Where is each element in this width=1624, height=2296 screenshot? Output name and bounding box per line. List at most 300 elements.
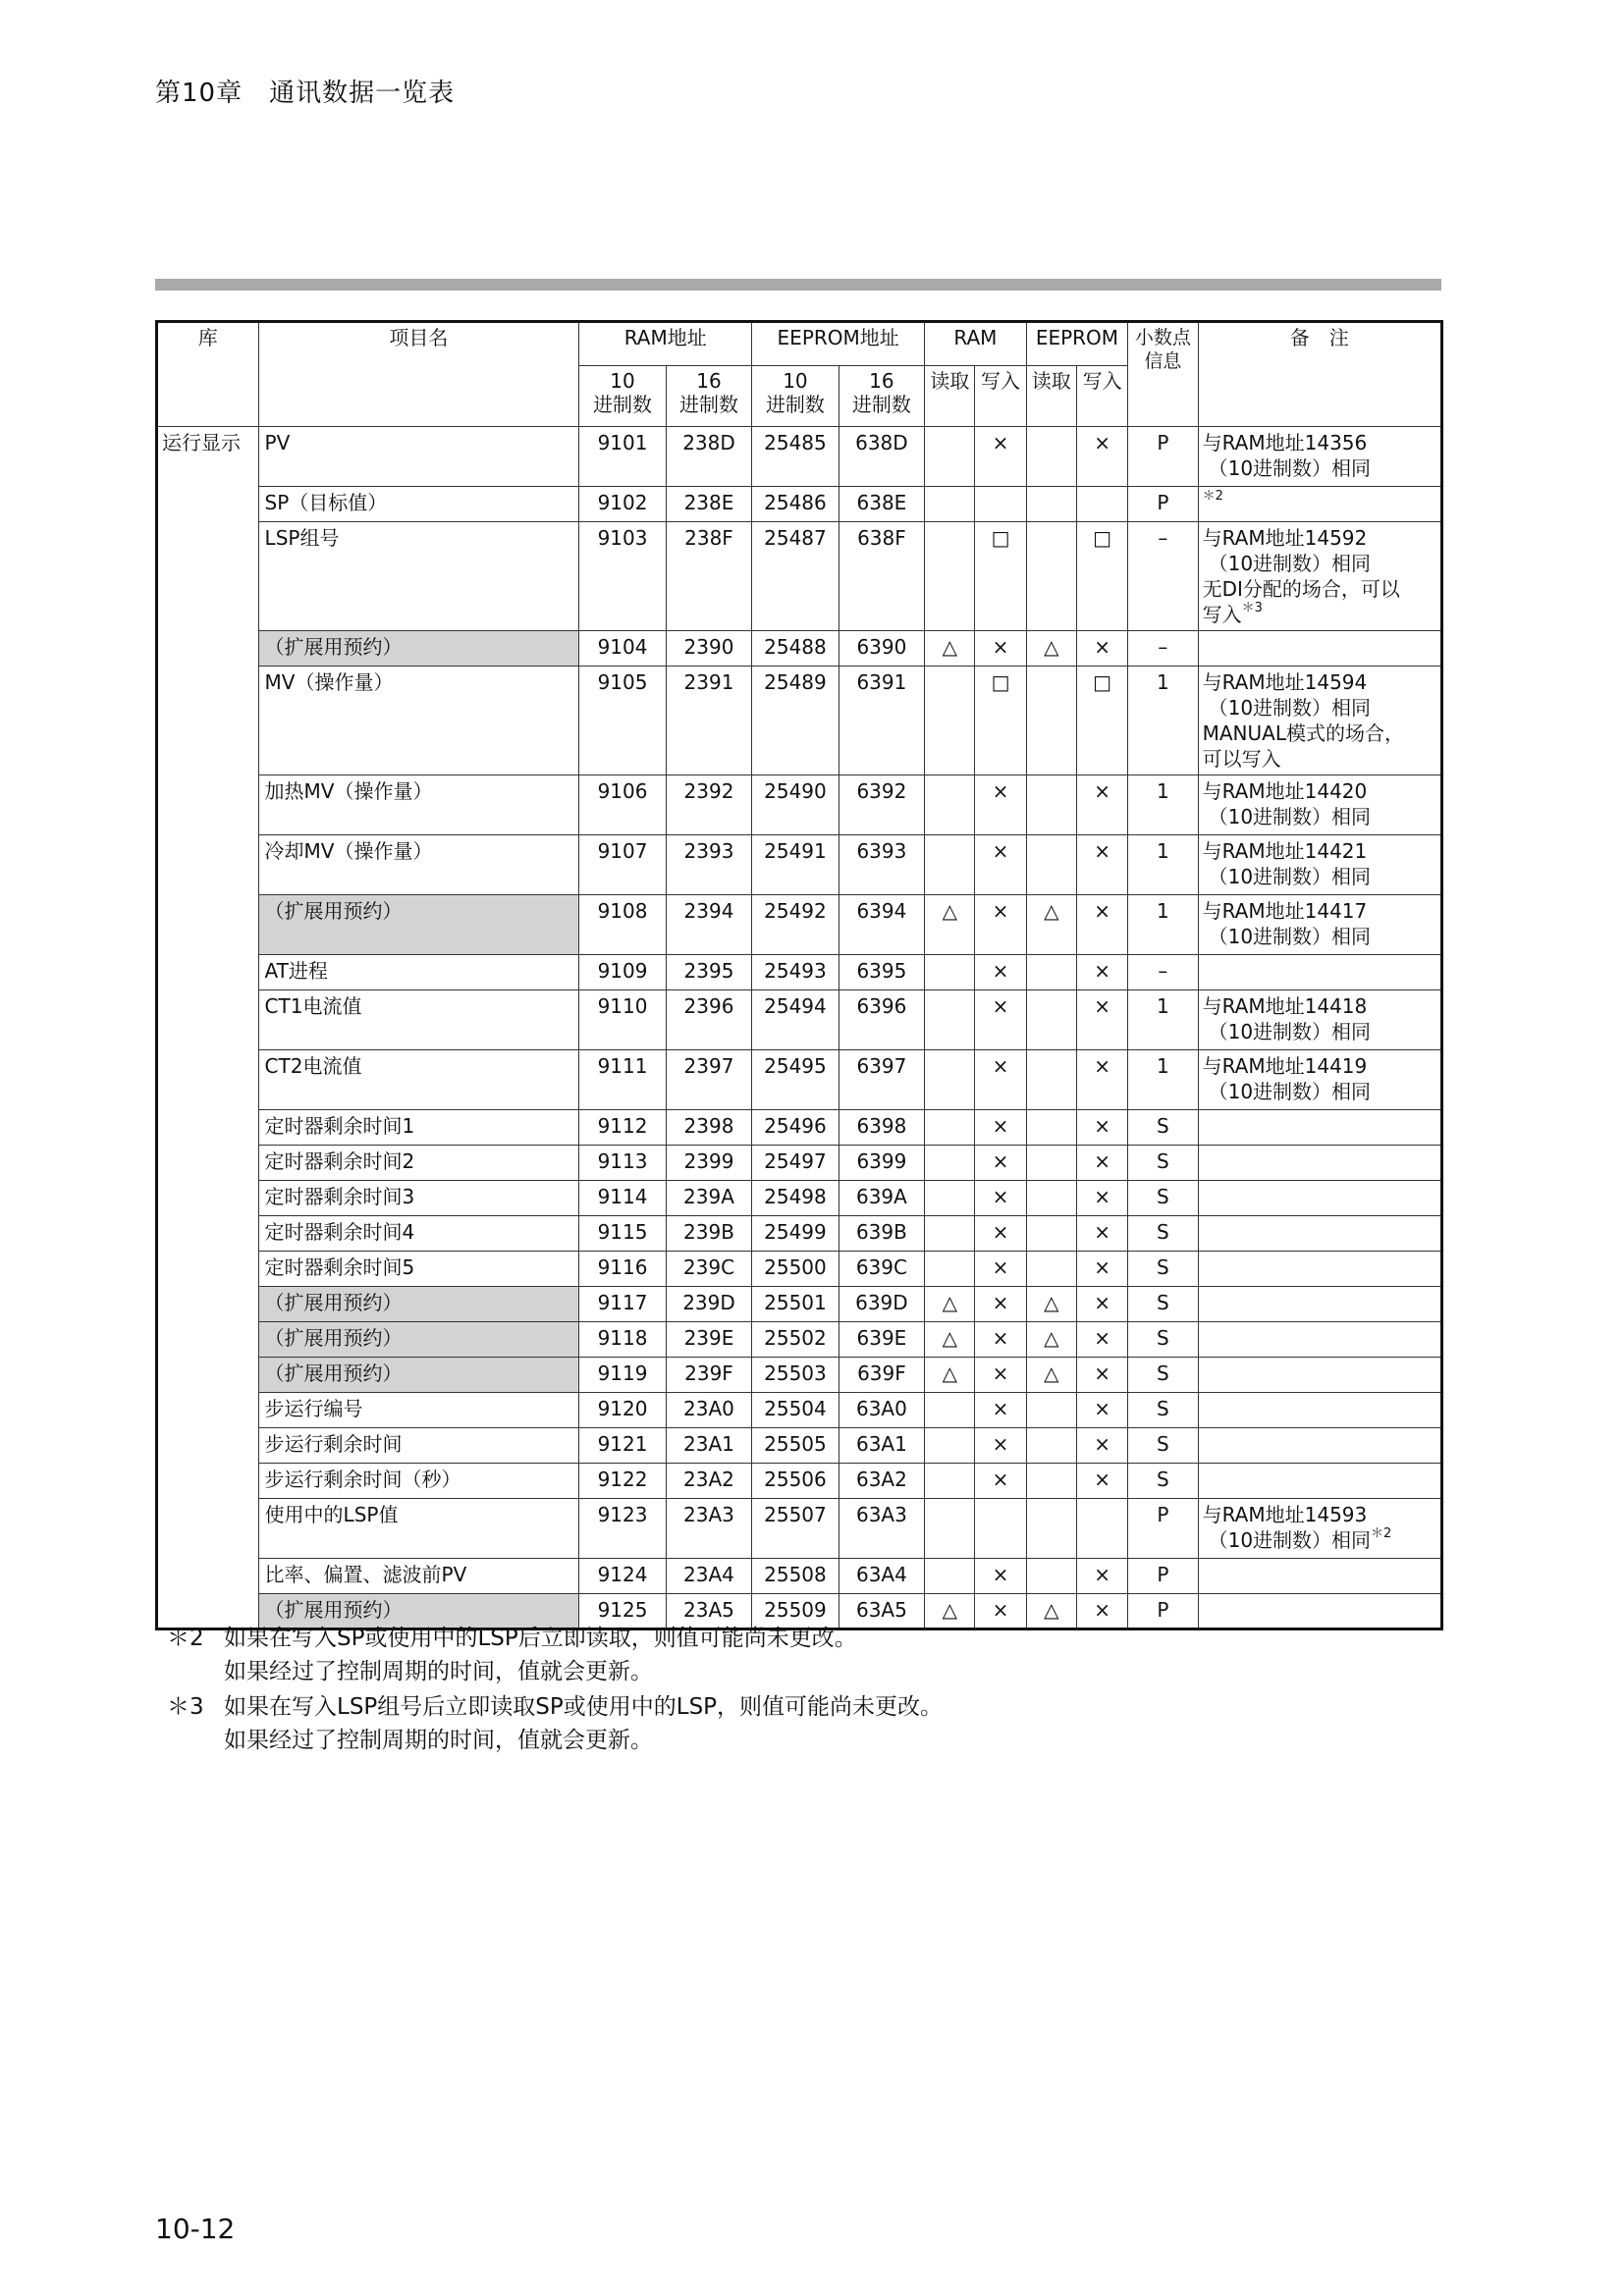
ram-dec-cell: 9122 [579,1464,666,1499]
ram-hex-cell: 2392 [666,775,751,835]
eeprom-hex-cell: 6394 [839,895,924,955]
decimal-info-cell: P [1128,1559,1198,1594]
ram-read-cell: △ [925,895,975,955]
remark-cell [1198,1146,1441,1181]
ram-hex-cell: 239D [666,1287,751,1322]
ram-dec-cell: 9110 [579,990,666,1050]
ram-write-cell: × [975,1594,1026,1629]
remark-cell [1198,1358,1441,1393]
remark-line: （10进制数）相同 [1208,805,1372,828]
remark-line: 与RAM地址14593 [1202,1503,1368,1526]
footnote-line: 如果在写入SP或使用中的LSP后立即读取，则值可能尚未更改。 [224,1626,857,1651]
eeprom-hex-cell: 638E [839,487,924,522]
eeprom-dec-cell: 25490 [752,775,839,835]
table-row [157,955,1442,990]
eeprom-read-cell: △ [1026,1358,1076,1393]
ram-hex-cell: 2395 [666,955,751,990]
table-row [157,1216,1442,1252]
eeprom-hex-cell: 63A3 [839,1499,924,1559]
eeprom-dec-cell: 25485 [752,427,839,487]
ram-hex-cell: 2391 [666,667,751,775]
table-row [157,1499,1442,1559]
remark-line: （10进制数）相同 [1208,865,1372,888]
decimal-info-cell: S [1128,1181,1198,1216]
header-item: 项目名 [258,322,579,427]
decimal-info-cell: P [1128,487,1198,522]
ram-read-cell [925,1252,975,1287]
ram-hex-cell: 2396 [666,990,751,1050]
eeprom-write-cell: × [1076,1358,1127,1393]
ram-hex-cell: 239B [666,1216,751,1252]
eeprom-write-cell [1076,1499,1127,1559]
header-ram-read: 读取 [925,366,975,427]
ram-dec-cell: 9101 [579,427,666,487]
eeprom-read-cell [1026,522,1076,631]
item-name: 使用中的LSP值 [258,1499,579,1559]
ram-read-cell [925,1464,975,1499]
decimal-info-cell: – [1128,631,1198,667]
ram-write-cell: × [975,1322,1026,1358]
ram-read-cell: △ [925,1358,975,1393]
ram-dec-cell: 9118 [579,1322,666,1358]
ram-dec-cell: 9108 [579,895,666,955]
eeprom-write-cell: × [1076,1594,1127,1629]
eeprom-write-cell: × [1076,1110,1127,1146]
footnote-line: 如果经过了控制周期的时间，值就会更新。 [224,1728,653,1753]
ram-write-cell: □ [975,667,1026,775]
ram-write-cell: × [975,1287,1026,1322]
table-row [157,1428,1442,1464]
header-eeprom-hex: 16 进制数 [839,366,924,427]
item-name: CT1电流值 [258,990,579,1050]
eeprom-hex-cell: 6390 [839,631,924,667]
header-remark: 备 注 [1198,322,1441,427]
remark-line: 与RAM地址14594 [1202,670,1368,694]
ram-read-cell [925,1393,975,1428]
decimal-info-cell: 1 [1128,667,1198,775]
eeprom-dec-cell: 25506 [752,1464,839,1499]
remark-cell [1198,487,1441,522]
ram-dec-cell: 9103 [579,522,666,631]
table-row [157,1559,1442,1594]
ram-dec-cell: 9125 [579,1594,666,1629]
footnote-text [224,1690,943,1757]
footnote-text [224,1622,857,1688]
eeprom-read-cell: △ [1026,1287,1076,1322]
item-name: （扩展用预约） [258,1594,579,1629]
eeprom-read-cell [1026,1181,1076,1216]
header-eeprom-dec: 10 进制数 [752,366,839,427]
eeprom-write-cell: × [1076,835,1127,895]
item-name: 定时器剩余时间5 [258,1252,579,1287]
ram-write-cell [975,1499,1026,1559]
decimal-info-cell: P [1128,427,1198,487]
ram-write-cell: × [975,955,1026,990]
footnote-mark: ＊2 [167,1626,204,1651]
ram-hex-cell: 2397 [666,1050,751,1110]
item-name: 定时器剩余时间4 [258,1216,579,1252]
remark-cell [1198,1252,1441,1287]
eeprom-hex-cell: 63A0 [839,1393,924,1428]
ram-write-cell: × [975,895,1026,955]
eeprom-hex-cell: 639F [839,1358,924,1393]
remark-line: （10进制数）相同 [1208,696,1372,720]
ram-hex-cell: 23A2 [666,1464,751,1499]
ram-read-cell [925,487,975,522]
ram-read-cell [925,775,975,835]
ram-write-cell [975,487,1026,522]
remark-line: （10进制数）相同$^{*2}$ [1208,1526,1392,1552]
footnote-line: 如果在写入LSP组号后立即读取SP或使用中的LSP，则值可能尚未更改。 [224,1694,944,1720]
ram-write-cell: × [975,990,1026,1050]
remark-cell [1198,1428,1441,1464]
item-name: 步运行剩余时间（秒） [258,1464,579,1499]
eeprom-write-cell: × [1076,1252,1127,1287]
eeprom-write-cell: × [1076,1146,1127,1181]
table-row [157,1110,1442,1146]
ram-dec-cell: 9121 [579,1428,666,1464]
remark-cell [1198,955,1441,990]
eeprom-read-cell: △ [1026,631,1076,667]
eeprom-dec-cell: 25488 [752,631,839,667]
decimal-info-cell: 1 [1128,835,1198,895]
remark-cell [1198,522,1441,631]
eeprom-read-cell [1026,1110,1076,1146]
eeprom-read-cell [1026,955,1076,990]
item-name: （扩展用预约） [258,1322,579,1358]
decimal-info-cell: S [1128,1358,1198,1393]
ram-read-cell [925,1559,975,1594]
eeprom-read-cell [1026,667,1076,775]
ram-read-cell: △ [925,1287,975,1322]
eeprom-hex-cell: 6392 [839,775,924,835]
header-eeprom-read: 读取 [1026,366,1076,427]
ram-hex-cell: 238D [666,427,751,487]
item-name: MV（操作量） [258,667,579,775]
table-row [157,1464,1442,1499]
ram-hex-cell: 23A5 [666,1594,751,1629]
eeprom-dec-cell: 25494 [752,990,839,1050]
remark-line: （10进制数）相同 [1208,552,1372,575]
item-name: （扩展用预约） [258,1287,579,1322]
decimal-info-cell: S [1128,1393,1198,1428]
ram-write-cell: □ [975,522,1026,631]
eeprom-hex-cell: 638F [839,522,924,631]
ram-hex-cell: 2399 [666,1146,751,1181]
remark-cell [1198,1393,1441,1428]
decimal-info-cell: S [1128,1322,1198,1358]
ram-hex-cell: 238E [666,487,751,522]
eeprom-read-cell [1026,1050,1076,1110]
ram-write-cell: × [975,1216,1026,1252]
decimal-info-cell: 1 [1128,1050,1198,1110]
ram-dec-cell: 9116 [579,1252,666,1287]
ram-dec-cell: 9107 [579,835,666,895]
header-eeprom-write: 写入 [1076,366,1127,427]
eeprom-write-cell: × [1076,1464,1127,1499]
remark-cell [1198,1110,1441,1146]
decimal-info-cell: S [1128,1216,1198,1252]
eeprom-dec-cell: 25503 [752,1358,839,1393]
ram-write-cell: × [975,1252,1026,1287]
item-name: 冷却MV（操作量） [258,835,579,895]
eeprom-hex-cell: 639D [839,1287,924,1322]
eeprom-read-cell [1026,1428,1076,1464]
remark-line: 与RAM地址14419 [1202,1054,1368,1078]
header-ram-write: 写入 [975,366,1026,427]
ram-hex-cell: 2394 [666,895,751,955]
remark-cell [1198,1181,1441,1216]
remark-line: 与RAM地址14420 [1202,779,1368,803]
eeprom-dec-cell: 25501 [752,1287,839,1322]
table-row [157,631,1442,667]
ram-hex-cell: 23A3 [666,1499,751,1559]
eeprom-dec-cell: 25498 [752,1181,839,1216]
remark-cell [1198,1464,1441,1499]
eeprom-hex-cell: 639C [839,1252,924,1287]
remark-line: 与RAM地址14417 [1202,899,1368,923]
ram-dec-cell: 9104 [579,631,666,667]
table-row [157,835,1442,895]
ram-dec-cell: 9106 [579,775,666,835]
header-bank: 库 [157,322,259,427]
page-number: 10-12 [155,2213,236,2245]
footnote-ref: ＊2 [1202,489,1223,504]
decimal-info-cell: P [1128,1594,1198,1629]
ram-hex-cell: 2398 [666,1110,751,1146]
remark-cell [1198,631,1441,667]
ram-write-cell: × [975,631,1026,667]
eeprom-write-cell: × [1076,1559,1127,1594]
item-name: （扩展用预约） [258,1358,579,1393]
table-body [157,427,1442,1629]
eeprom-write-cell [1076,487,1127,522]
table-row [157,1287,1442,1322]
ram-hex-cell: 23A4 [666,1559,751,1594]
ram-read-cell [925,835,975,895]
eeprom-dec-cell: 25487 [752,522,839,631]
eeprom-hex-cell: 639A [839,1181,924,1216]
eeprom-hex-cell: 638D [839,427,924,487]
decimal-info-cell: P [1128,1499,1198,1559]
eeprom-dec-cell: 25509 [752,1594,839,1629]
ram-read-cell [925,522,975,631]
eeprom-write-cell: × [1076,427,1127,487]
eeprom-dec-cell: 25507 [752,1499,839,1559]
eeprom-read-cell [1026,427,1076,487]
eeprom-hex-cell: 639E [839,1322,924,1358]
remark-line: 可以写入 [1202,747,1281,771]
eeprom-read-cell [1026,990,1076,1050]
remark-line: 与RAM地址14592 [1202,526,1368,550]
decimal-info-cell: S [1128,1252,1198,1287]
eeprom-write-cell: □ [1076,667,1127,775]
footnote-line: 如果经过了控制周期的时间，值就会更新。 [224,1659,653,1684]
remark-line: （10进制数）相同 [1208,1020,1372,1043]
item-name: SP（目标值） [258,487,579,522]
ram-dec-cell: 9109 [579,955,666,990]
ram-dec-cell: 9124 [579,1559,666,1594]
chapter-title: 第10章 通讯数据一览表 [155,79,456,108]
eeprom-read-cell [1026,487,1076,522]
eeprom-dec-cell: 25508 [752,1559,839,1594]
eeprom-dec-cell: 25496 [752,1110,839,1146]
ram-hex-cell: 23A0 [666,1393,751,1428]
item-name: （扩展用预约） [258,631,579,667]
decimal-info-cell: – [1128,955,1198,990]
footnote-mark: ＊3 [167,1694,204,1720]
eeprom-read-cell: △ [1026,895,1076,955]
ram-read-cell [925,1499,975,1559]
ram-read-cell: △ [925,1594,975,1629]
remark-cell [1198,990,1441,1050]
ram-dec-cell: 9115 [579,1216,666,1252]
ram-write-cell: × [975,1181,1026,1216]
ram-dec-cell: 9119 [579,1358,666,1393]
remark-line: （10进制数）相同 [1208,1080,1372,1103]
ram-dec-cell: 9113 [579,1146,666,1181]
ram-read-cell [925,427,975,487]
decimal-info-cell: 1 [1128,775,1198,835]
remark-cell [1198,895,1441,955]
remark-line: （10进制数）相同 [1208,925,1372,948]
ram-hex-cell: 2390 [666,631,751,667]
ram-dec-cell: 9102 [579,487,666,522]
eeprom-hex-cell: 6395 [839,955,924,990]
eeprom-dec-cell: 25505 [752,1428,839,1464]
eeprom-dec-cell: 25489 [752,667,839,775]
eeprom-write-cell: × [1076,955,1127,990]
table-row [157,1050,1442,1110]
table-row [157,990,1442,1050]
eeprom-read-cell [1026,835,1076,895]
eeprom-hex-cell: 63A5 [839,1594,924,1629]
remark-cell [1198,1050,1441,1110]
eeprom-write-cell: × [1076,1322,1127,1358]
ram-read-cell [925,1216,975,1252]
item-name: 加热MV（操作量） [258,775,579,835]
eeprom-hex-cell: 6399 [839,1146,924,1181]
eeprom-read-cell [1026,1146,1076,1181]
eeprom-read-cell [1026,1252,1076,1287]
table-row [157,667,1442,775]
table-row [157,487,1442,522]
table-row [157,1181,1442,1216]
header-ram-hex: 16 进制数 [666,366,751,427]
ram-read-cell: △ [925,1322,975,1358]
ram-dec-cell: 9114 [579,1181,666,1216]
remark-line: 与RAM地址14418 [1202,994,1368,1018]
footnote [167,1622,943,1688]
remark-cell [1198,1594,1441,1629]
eeprom-read-cell [1026,1393,1076,1428]
section-rule [155,279,1441,291]
eeprom-dec-cell: 25497 [752,1146,839,1181]
ram-write-cell: × [975,1393,1026,1428]
decimal-info-cell: S [1128,1464,1198,1499]
ram-write-cell: × [975,835,1026,895]
ram-hex-cell: 2393 [666,835,751,895]
remark-cell [1198,1322,1441,1358]
item-name: 步运行剩余时间 [258,1428,579,1464]
eeprom-write-cell: × [1076,631,1127,667]
eeprom-dec-cell: 25500 [752,1252,839,1287]
eeprom-hex-cell: 6397 [839,1050,924,1110]
item-name: 定时器剩余时间3 [258,1181,579,1216]
ram-hex-cell: 239F [666,1358,751,1393]
table-row [157,895,1442,955]
ram-hex-cell: 23A1 [666,1428,751,1464]
eeprom-write-cell: × [1076,1287,1127,1322]
item-name: AT进程 [258,955,579,990]
remark-cell [1198,1499,1441,1559]
ram-hex-cell: 239E [666,1322,751,1358]
remark-line: （10进制数）相同 [1208,456,1372,480]
ram-write-cell: × [975,1110,1026,1146]
ram-read-cell: △ [925,631,975,667]
ram-read-cell [925,1050,975,1110]
eeprom-read-cell [1026,1216,1076,1252]
ram-write-cell: × [975,427,1026,487]
decimal-info-cell: – [1128,522,1198,631]
ram-dec-cell: 9111 [579,1050,666,1110]
decimal-info-cell: S [1128,1146,1198,1181]
eeprom-dec-cell: 25504 [752,1393,839,1428]
remark-cell [1198,775,1441,835]
eeprom-write-cell: × [1076,1050,1127,1110]
eeprom-read-cell [1026,775,1076,835]
table-row [157,522,1442,631]
header-ram-dec: 10 进制数 [579,366,666,427]
eeprom-hex-cell: 6391 [839,667,924,775]
table-row [157,1252,1442,1287]
ram-read-cell [925,1146,975,1181]
eeprom-read-cell [1026,1559,1076,1594]
ram-hex-cell: 239A [666,1181,751,1216]
remark-cell [1198,835,1441,895]
item-name: 比率、偏置、滤波前PV [258,1559,579,1594]
item-name: LSP组号 [258,522,579,631]
eeprom-dec-cell: 25493 [752,955,839,990]
remark-cell [1198,1216,1441,1252]
eeprom-hex-cell: 639B [839,1216,924,1252]
ram-hex-cell: 238F [666,522,751,631]
ram-read-cell [925,1428,975,1464]
eeprom-write-cell: × [1076,775,1127,835]
ram-write-cell: × [975,1464,1026,1499]
footnote-ref: ＊3 [1241,601,1263,615]
eeprom-hex-cell: 6396 [839,990,924,1050]
footnote-ref: ＊2 [1371,1526,1392,1541]
table-row [157,1322,1442,1358]
remark-line: MANUAL模式的场合， [1202,721,1404,745]
eeprom-write-cell: × [1076,895,1127,955]
ram-read-cell [925,990,975,1050]
ram-write-cell: × [975,1428,1026,1464]
eeprom-dec-cell: 25499 [752,1216,839,1252]
remark-line: 与RAM地址14356 [1202,431,1368,454]
item-name: 定时器剩余时间2 [258,1146,579,1181]
ram-dec-cell: 9105 [579,667,666,775]
ram-dec-cell: 9123 [579,1499,666,1559]
ram-hex-cell: 239C [666,1252,751,1287]
decimal-info-cell: S [1128,1110,1198,1146]
eeprom-dec-cell: 25495 [752,1050,839,1110]
eeprom-read-cell [1026,1499,1076,1559]
remark-line: 无DI分配的场合，可以 [1202,577,1400,601]
decimal-info-cell: 1 [1128,990,1198,1050]
header-eeprom: EEPROM [1026,322,1128,366]
